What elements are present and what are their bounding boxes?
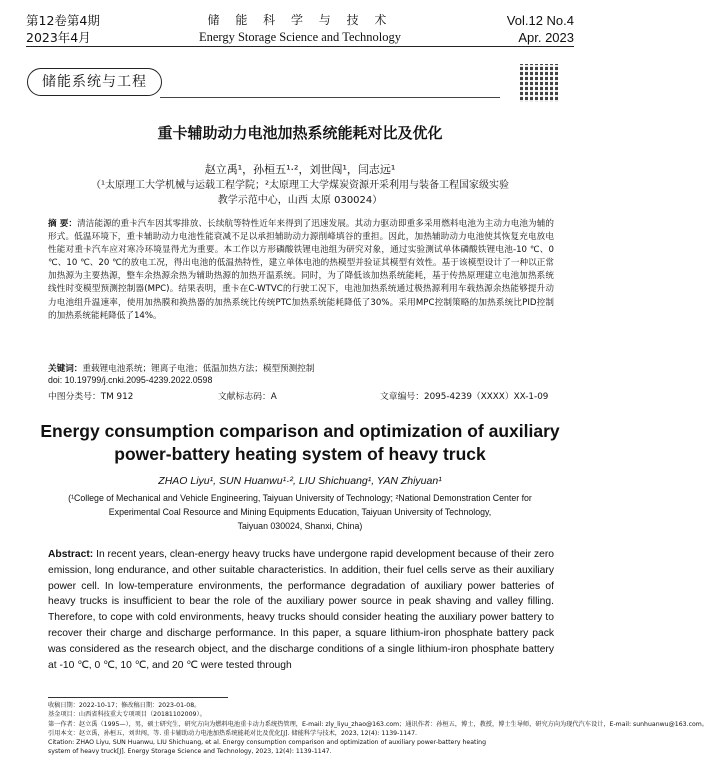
clc-number: 中图分类号：TM 912: [48, 392, 134, 402]
authors-cn: 赵立禹¹，孙桓五¹·²，刘世闯¹，闫志远¹: [204, 163, 396, 176]
date-cn: 2023年4月: [26, 30, 91, 45]
affiliation-en: [40, 491, 560, 533]
abstract-en-label: Abstract:: [48, 549, 94, 560]
title-en-line: Energy consumption comparison and optimization of auxiliary: [40, 421, 560, 441]
section-divider: [160, 97, 500, 98]
article-number: 文章编号：2095-4239（XXXX）XX-1-09: [380, 392, 549, 402]
keywords-cn: [48, 362, 554, 374]
abstract-cn-label: 摘 要：: [48, 219, 78, 229]
title-en: [0, 420, 600, 466]
header-right: [507, 12, 574, 46]
doi: doi: 10.19799/j.cnki.2095-4239.2022.0598: [48, 375, 213, 385]
title-en-line: power-battery heating system of heavy truck: [114, 444, 486, 464]
abstract-en-text: In recent years, clean-energy heavy trucks have undergone rapid development because of their zero emission, long endurance, and other suitable characteristics. In addition, their fuel cells serve as their auxiliary power cell. In low-temperature environments, the performance degradation of auxiliary power batteries of heavy trucks is insufficient to bear the role of the auxiliary power source in peak shaving and valley filling. Therefore, to cope with cold environments, heavy trucks should consider heating the auxiliary power battery to recover their charge and discharge performance. In this paper, a square lithium-iron phosphate battery pack was considered as the research object, and the discharge conditions of a single lithium-iron phosphate battery at -10 ℃, 0 ℃, 10 ℃, and 20 ℃ were tested through: [48, 549, 554, 671]
title-cn: 重卡辅助动力电池加热系统能耗对比及优化: [157, 124, 443, 142]
abstract-cn: [48, 218, 554, 323]
classification-row: [48, 389, 554, 403]
footnote-author: 第一作者：赵立禹（1995—），男，硕士研究生，研究方向为燃料电池重卡动力系统热管理，E-mail: zly_liyu_zhao@163.com；通讯作者：孙桓五，博士，教授，博士生导师，研究方向为现代汽车设计，E-mail: sunhuanwu@163.com。: [48, 720, 708, 728]
running-header: [26, 10, 574, 47]
footnote-received: 收稿日期：2022-10-17；修改稿日期：2023-01-08。: [48, 702, 201, 709]
date-en: Apr. 2023: [518, 30, 574, 45]
footnote-divider: [48, 697, 228, 698]
affiliation-cn-line: 教学示范中心，山西 太原 030024）: [217, 195, 383, 206]
section-tag: 储能系统与工程: [27, 68, 162, 96]
abstract-en: [48, 547, 554, 673]
header-center: [26, 12, 574, 46]
affiliation-en-line: Taiyuan 030024, Shanxi, China): [237, 521, 363, 531]
keywords-cn-text: 重载锂电池系统；锂离子电池；低温加热方法；模型预测控制: [82, 364, 315, 374]
affiliation-cn: [60, 178, 540, 208]
keywords-cn-label: 关键词：: [48, 364, 83, 374]
affiliation-en-line: (¹College of Mechanical and Vehicle Engineering, Taiyuan University of Technology; ²National Demonstration Center for: [68, 493, 532, 503]
footnote-funding: 基金项目：山西省科技重大专项项目（20181102009）。: [48, 711, 206, 719]
document-code: 文献标志码：A: [218, 392, 277, 402]
journal-name-en: Energy Storage Science and Technology: [198, 30, 402, 44]
authors-en: ZHAO Liyu¹, SUN Huanwu¹·², LIU Shichuang¹, YAN Zhiyuan¹: [158, 475, 442, 487]
footnotes: [48, 701, 708, 757]
qr-code-icon: [520, 64, 558, 102]
footnote-citation-en: Citation: ZHAO Liyu, SUN Huanwu, LIU Shichuang, et al. Energy consumption comparison and optimization of auxiliary power-battery heating: [48, 739, 487, 747]
volume-cn: 第12卷第4期: [26, 13, 100, 28]
volume-en: Vol.12 No.4: [506, 13, 574, 28]
footnote-cite-cn: 引用本文：赵立禹，孙桓五，刘世闯，等. 重卡辅助动力电池加热系统能耗对比及优化[J]. 储能科学与技术，2023, 12(4): 1139-1147.: [48, 729, 418, 737]
footnote-citation-en-2: system of heavy truck[J]. Energy Storage Science and Technology, 2023, 12(4): 1139-1147.: [48, 748, 332, 756]
affiliation-cn-line: （¹太原理工大学机械与运载工程学院；²太原理工大学煤炭资源开采利用与装备工程国家级实验: [90, 180, 510, 191]
abstract-cn-text: 清洁能源的重卡汽车因其零排放、长续航等特性近年来得到了迅速发展。其动力驱动即重多采用燃料电池为主动力电池为辅的形式。低温环境下，重卡辅助动力电池性能衰减不足以承担辅助动力源削峰填谷的重担。因此，加热辅助动力电池使其恢复充电放电性能对重卡汽车应对寒冷环境显得尤为重要。本工作以方形磷酸铁锂电池组为研究对象，通过实验测试单体磷酸铁锂电池-10 ℃、0 ℃、10 ℃、20 ℃的放电工况，得出电池的低温热特性，建立单体电池的热模型并验证其模型有效性。基于该模型设计了一种以正常加热源为主要热源，整车余热源余热为辅助热源的加热开温系统。同时，为了降低该加热系统能耗，基于传热原理建立电池加热系统线性时变模型预测控制器(MPC)。结果表明，重卡在C-WTVC的行驶工况下，电池加热系统通过极热源利用车载热源余热能够提升动力电池组升温速率，使用加热膜和换热器的加热系统比传统PTC加热系统能耗降低了30%。采用MPC控制策略的加热系统比PID控制的加热系统能耗降低了14%。: [48, 219, 554, 321]
affiliation-en-line: Experimental Coal Resource and Mining Equipments Education, Taiyuan University of Technology,: [108, 507, 492, 517]
journal-name-cn: 储 能 科 学 与 技 术: [207, 13, 393, 27]
